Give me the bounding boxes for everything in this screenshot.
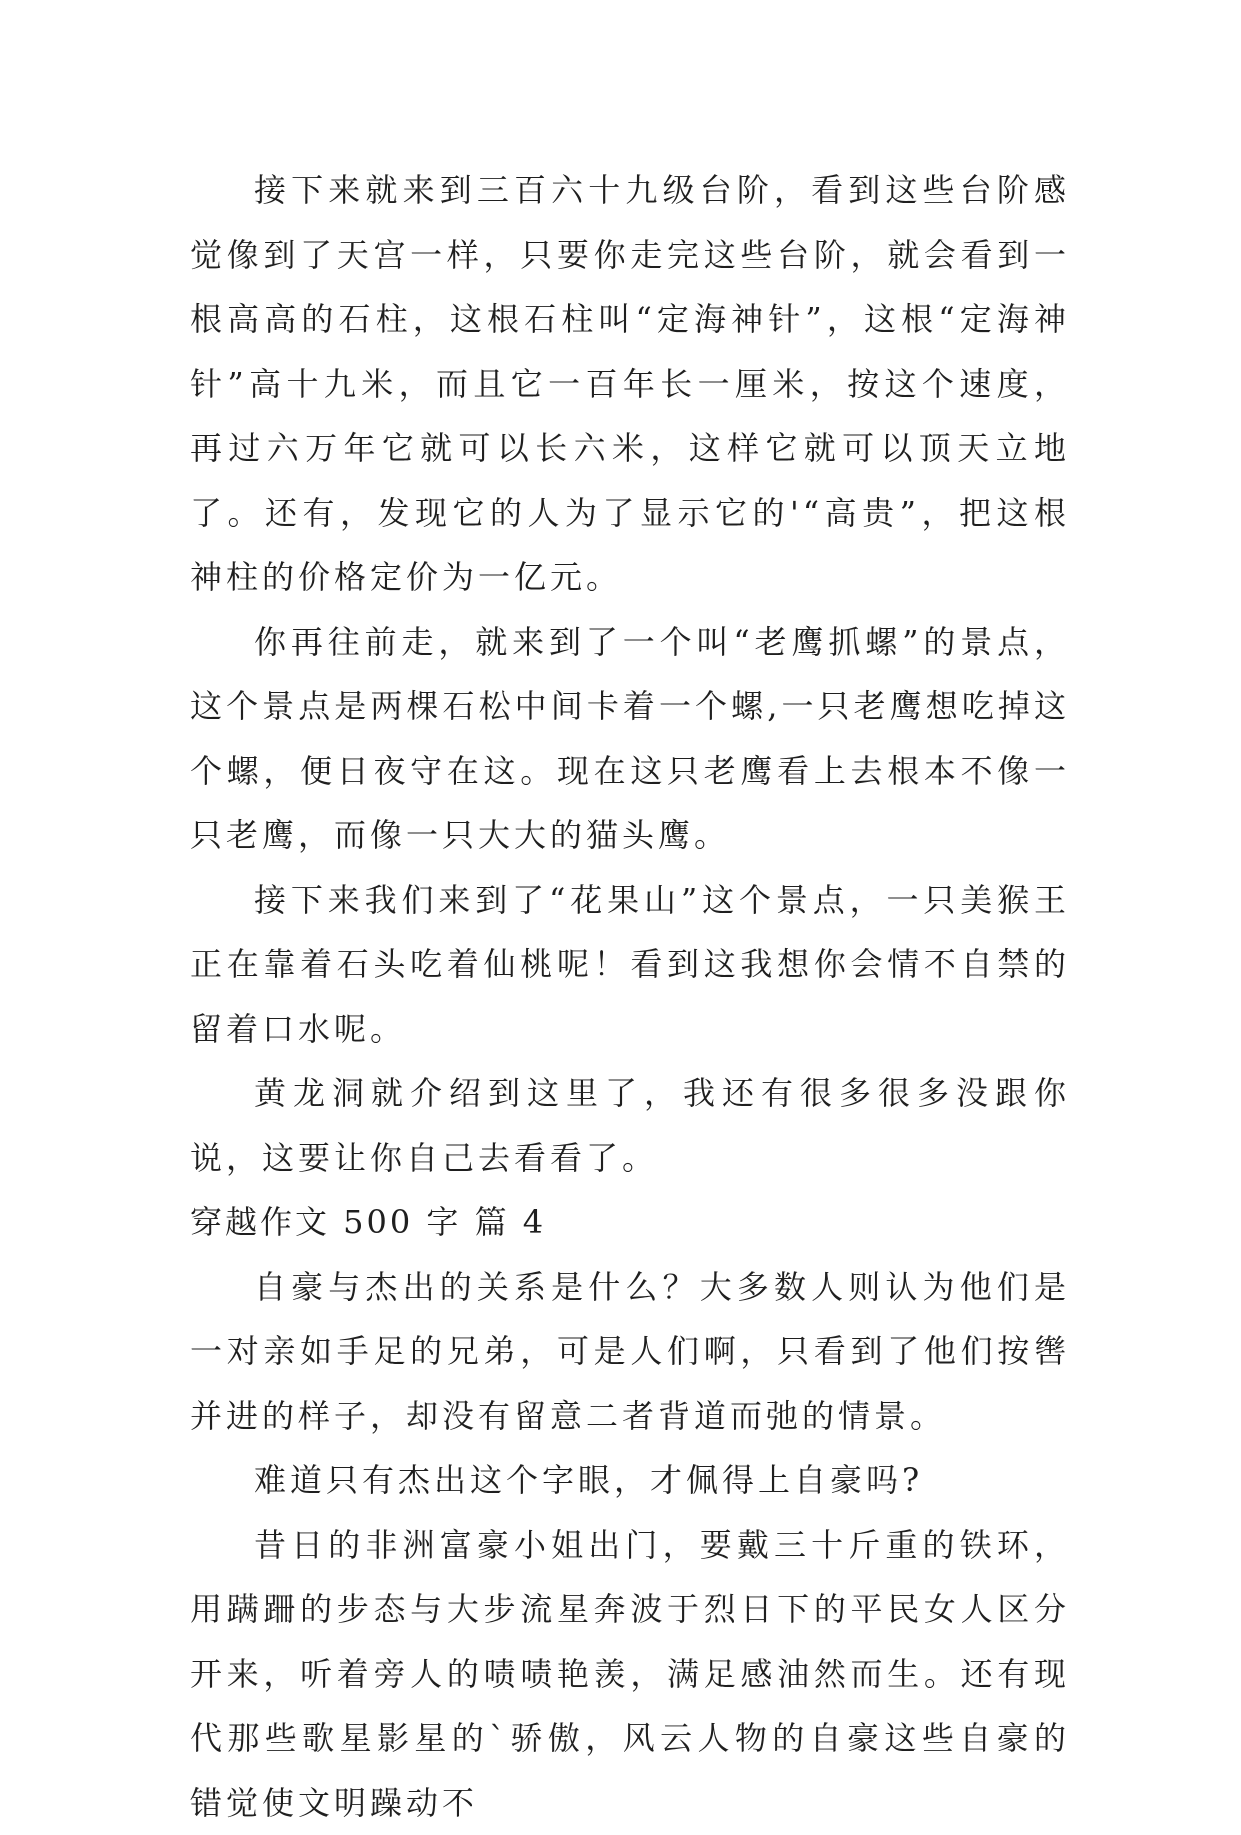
paragraph: 难道只有杰出这个字眼，才佩得上自豪吗? — [190, 1448, 1070, 1513]
paragraph: 昔日的非洲富豪小姐出门，要戴三十斤重的铁环，用蹒跚的步态与大步流星奔波于烈日下的平民女人区分开来，听着旁人的啧啧艳羡，满足感油然而生。还有现代那些歌星影星的`骄傲，风云人物的自豪这些自豪的错觉使文明躁动不 — [190, 1513, 1070, 1835]
paragraph: 接下来我们来到了“花果山”这个景点，一只美猴王正在靠着石头吃着仙桃呢！看到这我想你会情不自禁的留着口水呢。 — [190, 868, 1070, 1062]
paragraph: 黄龙洞就介绍到这里了，我还有很多很多没跟你说，这要让你自己去看看了。 — [190, 1061, 1070, 1190]
section-heading: 穿越作文 500 字 篇 4 — [190, 1190, 1070, 1255]
paragraph: 接下来就来到三百六十九级台阶，看到这些台阶感觉像到了天宫一样，只要你走完这些台阶，就会看到一根高高的石柱，这根石柱叫“定海神针”，这根“定海神针”高十九米，而且它一百年长一厘米，按这个速度，再过六万年它就可以长六米，这样它就可以顶天立地了。还有，发现它的人为了显示它的'“高贵”，把这根神柱的价格定价为一亿元。 — [190, 158, 1070, 610]
paragraph: 自豪与杰出的关系是什么？大多数人则认为他们是一对亲如手足的兄弟，可是人们啊，只看到了他们按辔并进的样子，却没有留意二者背道而弛的情景。 — [190, 1255, 1070, 1449]
document-body — [190, 158, 1070, 1835]
paragraph: 你再往前走，就来到了一个叫“老鹰抓螺”的景点，这个景点是两棵石松中间卡着一个螺,一只老鹰想吃掉这个螺，便日夜守在这。现在这只老鹰看上去根本不像一只老鹰，而像一只大大的猫头鹰。 — [190, 610, 1070, 868]
